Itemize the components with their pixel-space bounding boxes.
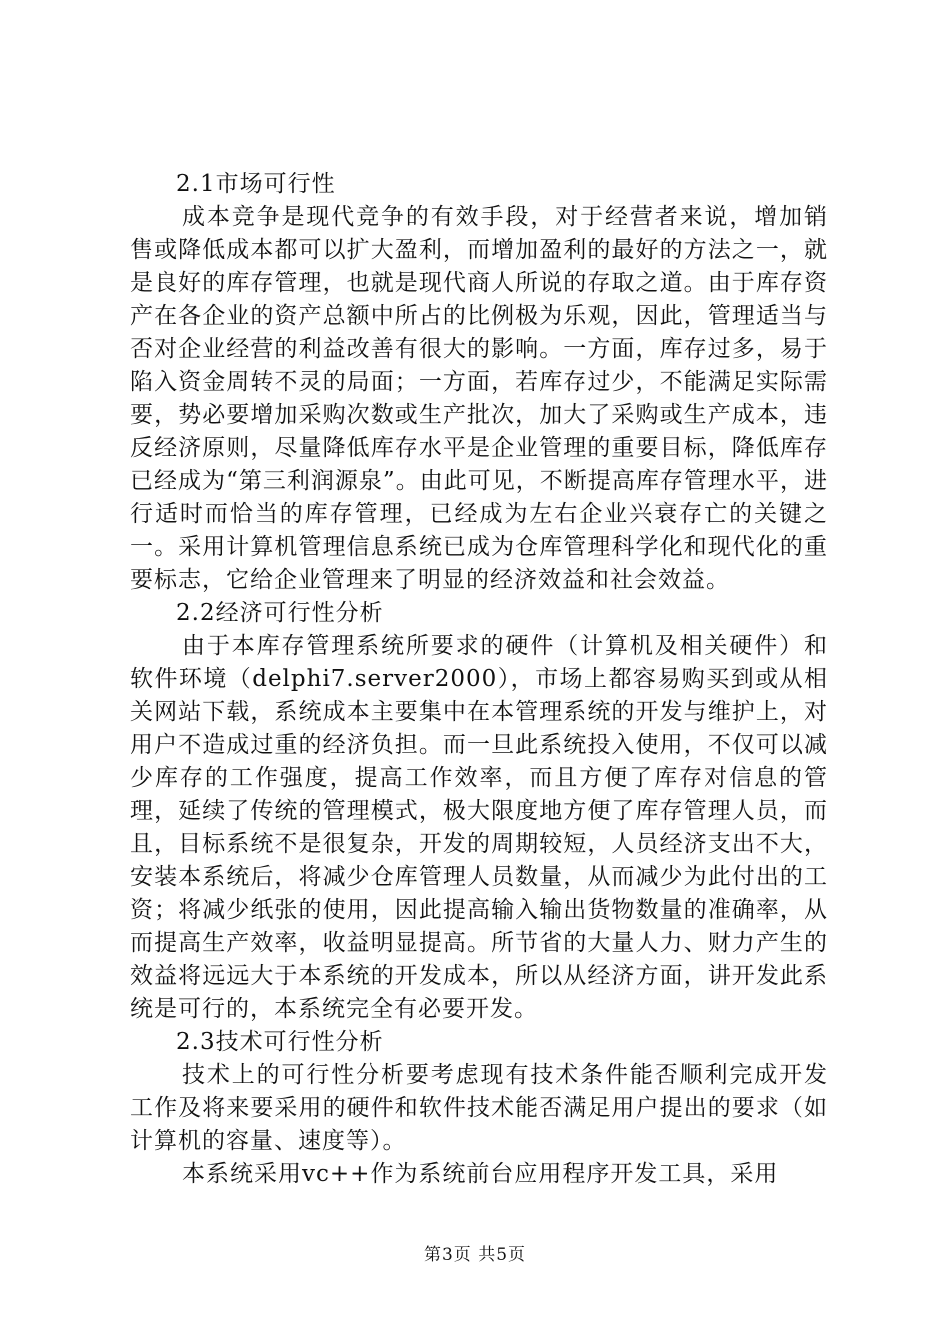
- paragraph-market: 成本竞争是现代竞争的有效手段，对于经营者来说，增加销售或降低成本都可以扩大盈利，而增加盈利的最好的方法之一，就是良好的库存管理，也就是现代商人所说的存取之道。由于库存资产在各企业的资产总额中所占的比例极为乐观，因此，管理适当与否对企业经营的利益改善有很大的影响。一方面，库存过多，易于陷入资金周转不灵的局面；一方面，若库存过少，不能满足实际需要，势必要增加采购次数或生产批次，加大了采购或生产成本，违反经济原则，尽量降低库存水平是企业管理的重要目标，降低库存已经成为“第三利润源泉”。由此可见，不断提高库存管理水平，进行适时而恰当的库存管理，已经成为左右企业兴衰存亡的关键之一。采用计算机管理信息系统已成为仓库管理科学化和现代化的重要标志，它给企业管理来了明显的经济效益和社会效益。: [130, 204, 828, 593]
- section-heading-market: 2.1市场可行性: [176, 171, 336, 197]
- section-heading-economic: 2.2经济可行性分析: [176, 600, 384, 626]
- paragraph-technical-2: 本系统采用vc++作为系统前台应用程序开发工具，采用: [182, 1161, 779, 1187]
- section-heading-technical: 2.3技术可行性分析: [176, 1029, 384, 1055]
- paragraph-economic: 由于本库存管理系统所要求的硬件（计算机及相关硬件）和软件环境（delphi7.server2000），市场上都容易购买到或从相关网站下载，系统成本主要集中在本管理系统的开发与维护上，对用户不造成过重的经济负担。而一旦此系统投入使用，不仅可以减少库存的工作强度，提高工作效率，而且方便了库存对信息的管理，延续了传统的管理模式，极大限度地方便了库存管理人员，而且，目标系统不是很复杂，开发的周期较短，人员经济支出不大，安装本系统后，将减少仓库管理人员数量，从而减少为此付出的工资；将减少纸张的使用，因此提高输入输出货物数量的准确率，从而提高生产效率，收益明显提高。所节省的大量人力、财力产生的效益将远远大于本系统的开发成本，所以从经济方面，讲开发此系统是可行的，本系统完全有必要开发。: [130, 633, 828, 1022]
- document-body: [130, 168, 828, 1191]
- paragraph-technical-1: 技术上的可行性分析要考虑现有技术条件能否顺利完成开发工作及将来要采用的硬件和软件技术能否满足用户提出的要求（如计算机的容量、速度等）。: [130, 1062, 828, 1154]
- page-number-footer: 第3页 共5页: [423, 1245, 527, 1265]
